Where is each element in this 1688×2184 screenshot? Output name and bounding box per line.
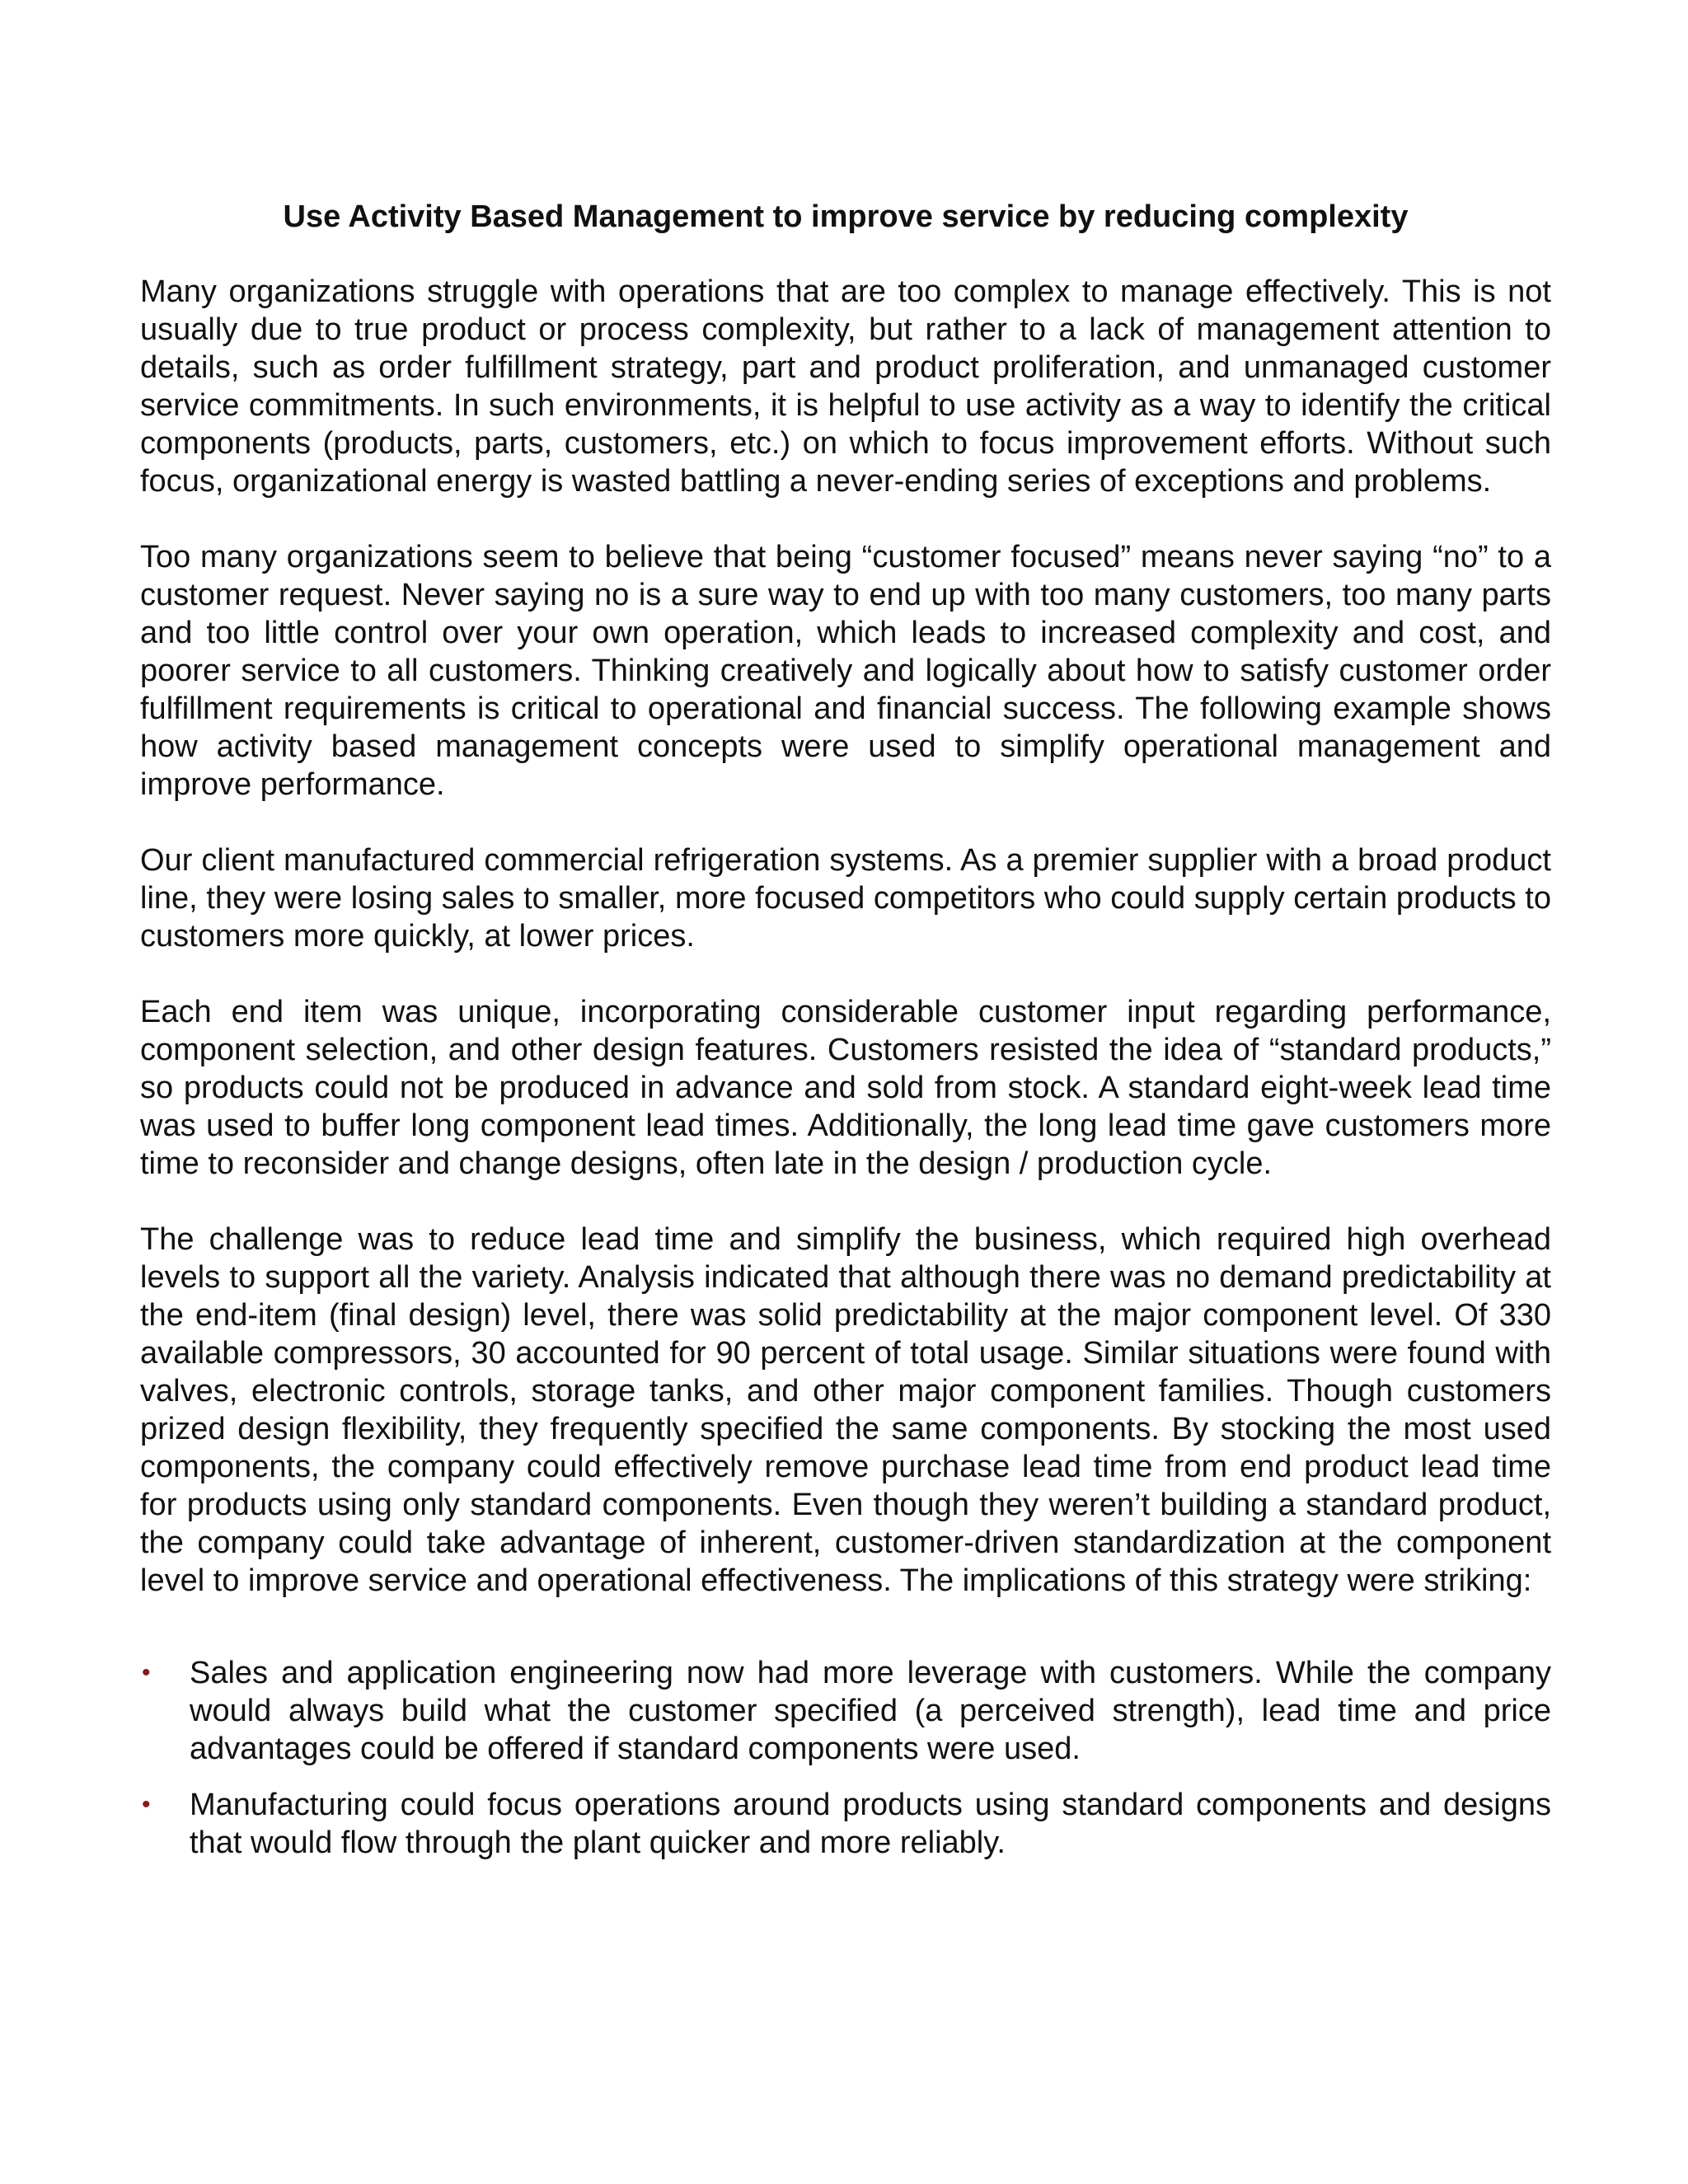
list-item xyxy=(140,1654,1551,1768)
list-item xyxy=(140,1786,1551,1862)
list-item-text: Sales and application engineering now had more leverage with customers. While the company would always build what the customer specified (a perceived strength), lead time and price advantages could be offered if standard components were used. xyxy=(190,1656,1551,1766)
bullet-icon: • xyxy=(142,1659,151,1686)
paragraph-5: The challenge was to reduce lead time and simplify the business, which required high overhead levels to support all the variety. Analysis indicated that although there was no demand predictability at the end-item (final design) level, there was solid predictability at the major component level. Of 330 available compressors, 30 accounted for 90 percent of total usage. Similar situations were found with valves, electronic controls, storage tanks, and other major component families. Though customers prized design flexibility, they frequently specified the same components. By stocking the most used components, the company could effectively remove purchase lead time from end product lead time for products using only standard components. Even though they weren’t building a standard product, the company could take advantage of inherent, customer-driven standardization at the component level to improve service and operational effectiveness. The implications of this strategy were striking: xyxy=(140,1222,1551,1598)
document-body xyxy=(140,198,1551,1880)
implications-list xyxy=(140,1654,1551,1862)
paragraph-2: Too many organizations seem to believe that being “customer focused” means never saying “no” to a customer request. Never saying no is a sure way to end up with too many customers, too many parts and too little control over your own operation, which leads to increased complexity and cost, and poorer service to all customers. Thinking creatively and logically about how to satisfy customer order fulfillment requirements is critical to operational and financial success. The following example shows how activity based management concepts were used to simplify operational management and improve performance. xyxy=(140,540,1551,802)
paragraph-1: Many organizations struggle with operations that are too complex to manage effectively. This is not usually due to true product or process complexity, but rather to a lack of management attention to details, such as order fulfillment strategy, part and product proliferation, and unmanaged customer service commitments. In such environments, it is helpful to use activity as a way to identify the critical components (products, parts, customers, etc.) on which to focus improvement efforts. Without such focus, organizational energy is wasted battling a never-ending series of exceptions and problems. xyxy=(140,274,1551,499)
bullet-icon: • xyxy=(142,1791,151,1818)
document-title: Use Activity Based Management to improve service by reducing complexity xyxy=(283,199,1409,234)
list-item-text: Manufacturing could focus operations around products using standard components and designs that would flow through the plant quicker and more reliably. xyxy=(190,1788,1551,1860)
paragraph-4: Each end item was unique, incorporating considerable customer input regarding performance, component selection, and other design features. Customers resisted the idea of “standard products,” so products could not be produced in advance and sold from stock. A standard eight-week lead time was used to buffer long component lead times. Additionally, the long lead time gave customers more time to reconsider and change designs, often late in the design / production cycle. xyxy=(140,995,1551,1181)
paragraph-3: Our client manufactured commercial refrigeration systems. As a premier supplier with a broad product line, they were losing sales to smaller, more focused competitors who could supply certain products to customers more quickly, at lower prices. xyxy=(140,843,1551,954)
